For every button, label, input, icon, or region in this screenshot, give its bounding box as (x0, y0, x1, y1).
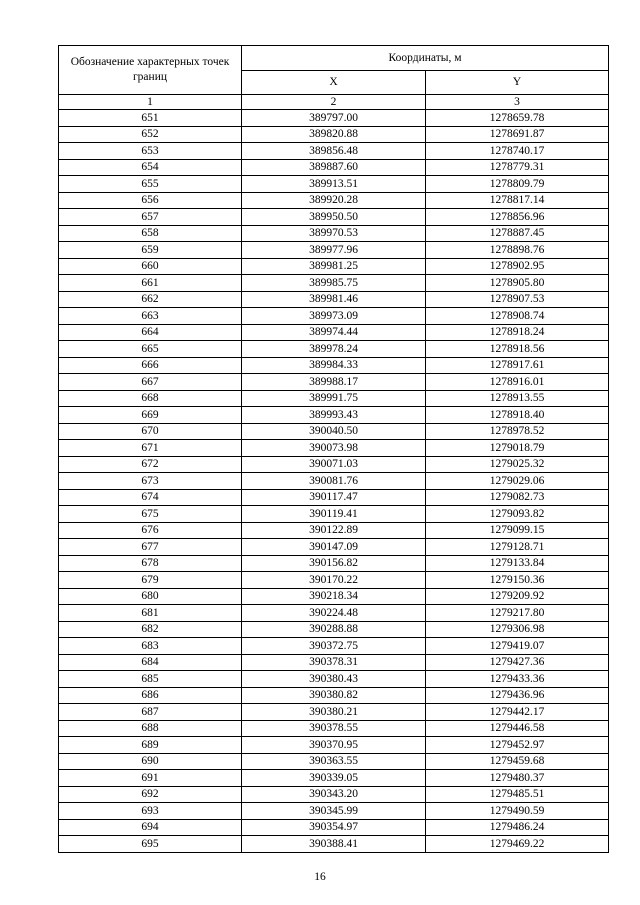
y-cell: 1279018.79 (426, 440, 609, 457)
table-row (59, 720, 609, 737)
table-row (59, 192, 609, 209)
x-cell: 389913.51 (242, 176, 426, 193)
x-cell: 390117.47 (242, 489, 426, 506)
x-cell: 389974.44 (242, 324, 426, 341)
table-row (59, 489, 609, 506)
y-cell: 1279093.82 (426, 506, 609, 523)
header-y: Y (426, 70, 609, 95)
table-row (59, 341, 609, 358)
table-row (59, 143, 609, 160)
x-cell: 389985.75 (242, 275, 426, 292)
x-cell: 390040.50 (242, 423, 426, 440)
y-cell: 1279306.98 (426, 621, 609, 638)
point-cell: 656 (59, 192, 242, 209)
y-cell: 1279490.59 (426, 803, 609, 820)
x-cell: 390378.31 (242, 654, 426, 671)
point-cell: 651 (59, 110, 242, 127)
table-row (59, 638, 609, 655)
point-cell: 669 (59, 407, 242, 424)
x-cell: 390372.75 (242, 638, 426, 655)
table-row (59, 588, 609, 605)
point-cell: 695 (59, 836, 242, 853)
table-row (59, 440, 609, 457)
y-cell: 1278918.40 (426, 407, 609, 424)
y-cell: 1279469.22 (426, 836, 609, 853)
point-cell: 684 (59, 654, 242, 671)
point-cell: 680 (59, 588, 242, 605)
point-cell: 668 (59, 390, 242, 407)
x-cell: 389993.43 (242, 407, 426, 424)
header-coordinates: Координаты, м (242, 46, 609, 71)
y-cell: 1279486.24 (426, 819, 609, 836)
point-cell: 652 (59, 126, 242, 143)
point-cell: 667 (59, 374, 242, 391)
point-cell: 671 (59, 440, 242, 457)
y-cell: 1279480.37 (426, 770, 609, 787)
table-row (59, 654, 609, 671)
column-number: 2 (242, 95, 426, 110)
x-cell: 390122.89 (242, 522, 426, 539)
point-cell: 665 (59, 341, 242, 358)
table-row (59, 291, 609, 308)
y-cell: 1278918.56 (426, 341, 609, 358)
point-cell: 659 (59, 242, 242, 259)
table-row (59, 605, 609, 622)
table-row (59, 407, 609, 424)
point-cell: 658 (59, 225, 242, 242)
x-cell: 389970.53 (242, 225, 426, 242)
y-cell: 1279419.07 (426, 638, 609, 655)
table-row (59, 374, 609, 391)
table-row (59, 522, 609, 539)
x-cell: 389797.00 (242, 110, 426, 127)
point-cell: 661 (59, 275, 242, 292)
point-cell: 666 (59, 357, 242, 374)
x-cell: 389820.88 (242, 126, 426, 143)
y-cell: 1278907.53 (426, 291, 609, 308)
table-row (59, 753, 609, 770)
x-cell: 390119.41 (242, 506, 426, 523)
y-cell: 1279209.92 (426, 588, 609, 605)
point-cell: 657 (59, 209, 242, 226)
point-cell: 687 (59, 704, 242, 721)
x-cell: 389856.48 (242, 143, 426, 160)
point-cell: 676 (59, 522, 242, 539)
y-cell: 1278809.79 (426, 176, 609, 193)
table-row (59, 110, 609, 127)
x-cell: 390170.22 (242, 572, 426, 589)
y-cell: 1279128.71 (426, 539, 609, 556)
x-cell: 390073.98 (242, 440, 426, 457)
x-cell: 390156.82 (242, 555, 426, 572)
table-row (59, 819, 609, 836)
page-number: 16 (314, 871, 326, 883)
point-cell: 663 (59, 308, 242, 325)
x-cell: 390380.21 (242, 704, 426, 721)
point-cell: 673 (59, 473, 242, 490)
x-cell: 390218.34 (242, 588, 426, 605)
column-number: 1 (59, 95, 242, 110)
table-row (59, 390, 609, 407)
table-row (59, 308, 609, 325)
table-row (59, 539, 609, 556)
y-cell: 1279433.36 (426, 671, 609, 688)
x-cell: 389887.60 (242, 159, 426, 176)
x-cell: 389978.24 (242, 341, 426, 358)
point-cell: 690 (59, 753, 242, 770)
y-cell: 1278856.96 (426, 209, 609, 226)
point-cell: 689 (59, 737, 242, 754)
point-cell: 654 (59, 159, 242, 176)
x-cell: 389988.17 (242, 374, 426, 391)
y-cell: 1279082.73 (426, 489, 609, 506)
y-cell: 1279485.51 (426, 786, 609, 803)
x-cell: 389991.75 (242, 390, 426, 407)
y-cell: 1278691.87 (426, 126, 609, 143)
x-cell: 390370.95 (242, 737, 426, 754)
x-cell: 389920.28 (242, 192, 426, 209)
table-row (59, 803, 609, 820)
y-cell: 1278978.52 (426, 423, 609, 440)
point-cell: 679 (59, 572, 242, 589)
table-row (59, 324, 609, 341)
y-cell: 1278902.95 (426, 258, 609, 275)
y-cell: 1278779.31 (426, 159, 609, 176)
table-row (59, 770, 609, 787)
x-cell: 389950.50 (242, 209, 426, 226)
point-cell: 685 (59, 671, 242, 688)
y-cell: 1278887.45 (426, 225, 609, 242)
x-cell: 389973.09 (242, 308, 426, 325)
point-cell: 675 (59, 506, 242, 523)
table-row (59, 473, 609, 490)
table-row (59, 159, 609, 176)
table-row (59, 423, 609, 440)
table-body (59, 110, 609, 853)
table-row (59, 176, 609, 193)
table-row (59, 621, 609, 638)
point-cell: 678 (59, 555, 242, 572)
x-cell: 390147.09 (242, 539, 426, 556)
table-row (59, 671, 609, 688)
x-cell: 390288.88 (242, 621, 426, 638)
y-cell: 1278898.76 (426, 242, 609, 259)
x-cell: 390343.20 (242, 786, 426, 803)
table-row (59, 555, 609, 572)
table-row (59, 258, 609, 275)
y-cell: 1278740.17 (426, 143, 609, 160)
y-cell: 1279150.36 (426, 572, 609, 589)
point-cell: 653 (59, 143, 242, 160)
table-row (59, 275, 609, 292)
column-number-row (59, 95, 609, 110)
point-cell: 674 (59, 489, 242, 506)
point-cell: 655 (59, 176, 242, 193)
point-cell: 688 (59, 720, 242, 737)
y-cell: 1278913.55 (426, 390, 609, 407)
y-cell: 1279442.17 (426, 704, 609, 721)
x-cell: 390339.05 (242, 770, 426, 787)
table-row (59, 836, 609, 853)
x-cell: 390354.97 (242, 819, 426, 836)
y-cell: 1278659.78 (426, 110, 609, 127)
table-row (59, 209, 609, 226)
table-header (59, 46, 609, 110)
table-row (59, 687, 609, 704)
table-row (59, 456, 609, 473)
x-cell: 390345.99 (242, 803, 426, 820)
point-cell: 692 (59, 786, 242, 803)
x-cell: 389981.25 (242, 258, 426, 275)
coordinates-table (58, 45, 609, 853)
point-cell: 677 (59, 539, 242, 556)
table-row (59, 737, 609, 754)
header-x: X (242, 70, 426, 95)
point-cell: 686 (59, 687, 242, 704)
x-cell: 390380.43 (242, 671, 426, 688)
point-cell: 691 (59, 770, 242, 787)
x-cell: 390081.76 (242, 473, 426, 490)
y-cell: 1279459.68 (426, 753, 609, 770)
table-row (59, 357, 609, 374)
table-row (59, 704, 609, 721)
y-cell: 1278817.14 (426, 192, 609, 209)
x-cell: 390363.55 (242, 753, 426, 770)
point-cell: 672 (59, 456, 242, 473)
y-cell: 1279427.36 (426, 654, 609, 671)
x-cell: 389981.46 (242, 291, 426, 308)
header-point-designation: Обозначение характерных точек границ (59, 46, 242, 95)
table-row (59, 126, 609, 143)
table-row (59, 506, 609, 523)
point-cell: 670 (59, 423, 242, 440)
x-cell: 390380.82 (242, 687, 426, 704)
point-cell: 682 (59, 621, 242, 638)
table-row (59, 225, 609, 242)
table-row (59, 786, 609, 803)
y-cell: 1278905.80 (426, 275, 609, 292)
y-cell: 1279029.06 (426, 473, 609, 490)
point-cell: 660 (59, 258, 242, 275)
y-cell: 1279099.15 (426, 522, 609, 539)
x-cell: 389977.96 (242, 242, 426, 259)
point-cell: 683 (59, 638, 242, 655)
y-cell: 1279217.80 (426, 605, 609, 622)
y-cell: 1279133.84 (426, 555, 609, 572)
point-cell: 681 (59, 605, 242, 622)
x-cell: 390224.48 (242, 605, 426, 622)
point-cell: 693 (59, 803, 242, 820)
point-cell: 664 (59, 324, 242, 341)
x-cell: 390378.55 (242, 720, 426, 737)
y-cell: 1278908.74 (426, 308, 609, 325)
point-cell: 662 (59, 291, 242, 308)
y-cell: 1279025.32 (426, 456, 609, 473)
table-row (59, 242, 609, 259)
x-cell: 389984.33 (242, 357, 426, 374)
y-cell: 1279446.58 (426, 720, 609, 737)
y-cell: 1278918.24 (426, 324, 609, 341)
y-cell: 1279436.96 (426, 687, 609, 704)
y-cell: 1279452.97 (426, 737, 609, 754)
column-number: 3 (426, 95, 609, 110)
y-cell: 1278917.61 (426, 357, 609, 374)
x-cell: 390388.41 (242, 836, 426, 853)
point-cell: 694 (59, 819, 242, 836)
x-cell: 390071.03 (242, 456, 426, 473)
table-row (59, 572, 609, 589)
y-cell: 1278916.01 (426, 374, 609, 391)
